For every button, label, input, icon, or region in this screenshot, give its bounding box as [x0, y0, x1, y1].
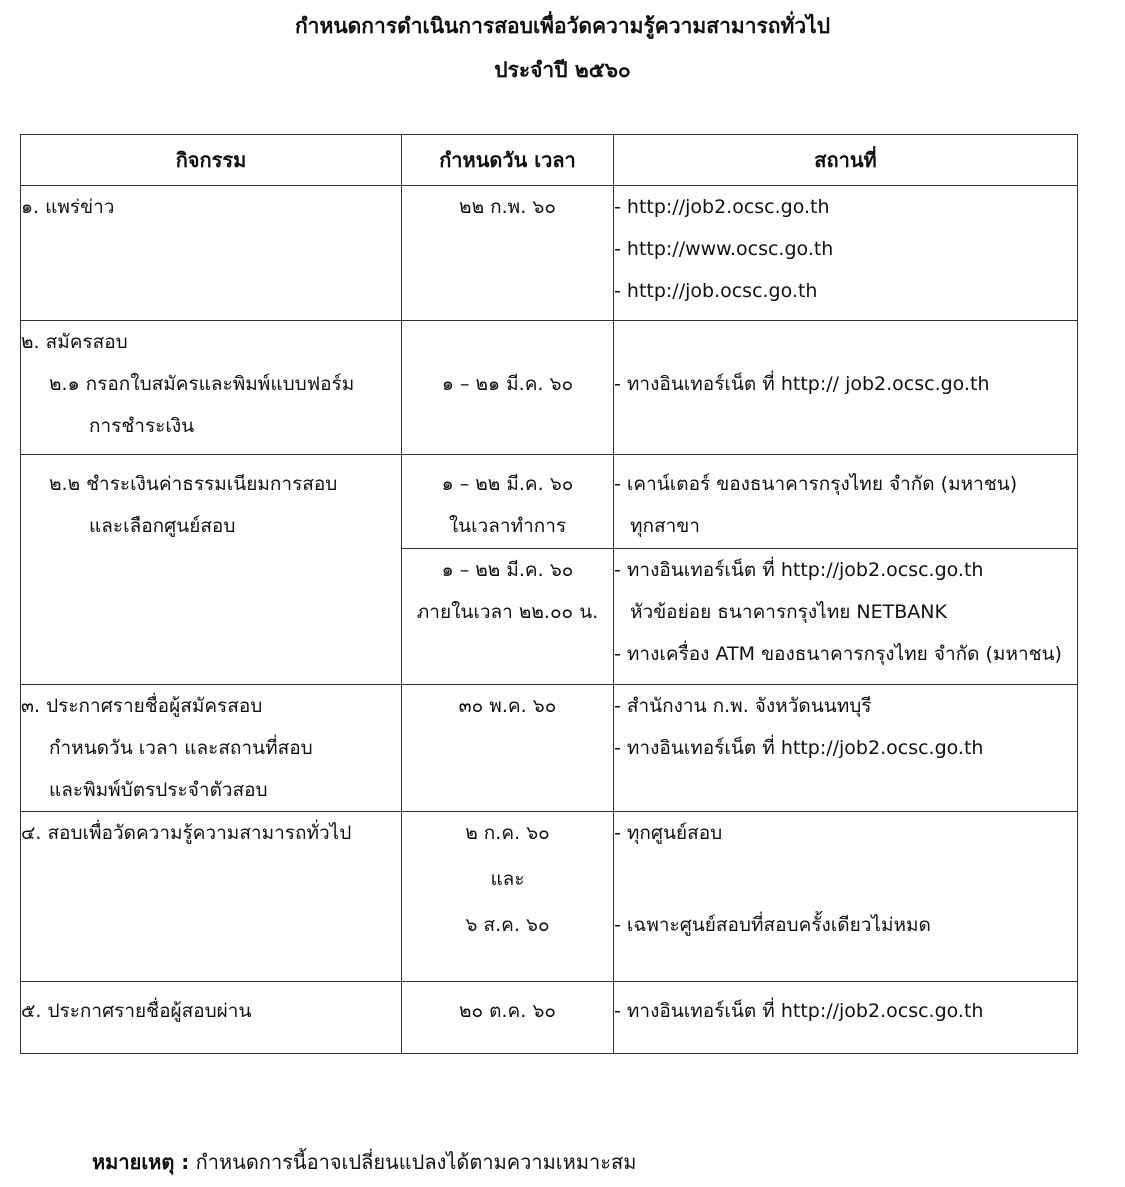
activity-subitem-cont: การชำระเงิน	[89, 415, 195, 437]
place-cell	[614, 321, 1078, 455]
activity-cell	[21, 812, 402, 982]
activity-subitem-cont: และเลือกศูนย์สอบ	[89, 515, 236, 537]
date-text: ๖ ส.ค. ๖๐	[465, 914, 550, 936]
place-text: - เคาน์เตอร์ ของธนาคารกรุงไทย จำกัด (มหาชน)	[614, 473, 1018, 495]
place-text: - ทางเครื่อง ATM ของธนาคารกรุงไทย จำกัด (มหาชน)	[614, 643, 1062, 665]
date-cell	[402, 812, 614, 982]
date-text: ๑ – ๒๒ มี.ค. ๖๐	[441, 559, 574, 581]
activity-cell	[21, 321, 402, 455]
document-subtitle: ประจำปี ๒๕๖๐	[494, 58, 631, 82]
footnote-text: กำหนดการนี้อาจเปลี่ยนแปลงได้ตามความเหมาะสม	[189, 1150, 637, 1174]
date-text: ภายในเวลา ๒๒.๐๐ น.	[416, 601, 599, 623]
table-row	[21, 982, 1078, 1054]
footnote	[92, 1147, 636, 1177]
activity-text: ๔. สอบเพื่อวัดความรู้ความสามารถทั่วไป	[21, 822, 352, 844]
place-text: - ทุกศูนย์สอบ	[614, 822, 723, 844]
date-cell	[402, 549, 614, 685]
activity-subitem: ๒.๑ กรอกใบสมัครและพิมพ์แบบฟอร์ม	[49, 373, 355, 395]
date-cell	[402, 186, 614, 321]
place-text: - ทางอินเทอร์เน็ต ที่ http://job2.ocsc.go.th	[614, 1000, 984, 1022]
place-text: ทุกสาขา	[630, 515, 700, 537]
header-date: กำหนดวัน เวลา	[402, 135, 614, 186]
table-row	[21, 812, 1078, 982]
place-text: หัวข้อย่อย ธนาคารกรุงไทย NETBANK	[630, 601, 947, 623]
activity-text-cont: กำหนดวัน เวลา และสถานที่สอบ	[49, 737, 313, 759]
activity-subitem: ๒.๒ ชำระเงินค่าธรรมเนียมการสอบ	[49, 473, 338, 495]
header-place: สถานที่	[614, 135, 1078, 186]
date-text: ในเวลาทำการ	[448, 515, 567, 537]
place-cell	[614, 549, 1078, 685]
place-link: - http://www.ocsc.go.th	[614, 238, 834, 260]
activity-cell	[21, 685, 402, 812]
place-link: - http://job.ocsc.go.th	[614, 280, 818, 302]
document-title: กำหนดการดำเนินการสอบเพื่อวัดความรู้ความสามารถทั่วไป	[294, 14, 831, 38]
table-header-row	[21, 135, 1078, 186]
activity-text: ๑. แพร่ข่าว	[21, 196, 115, 218]
date-text: ๑ – ๒๒ มี.ค. ๖๐	[441, 473, 574, 495]
date-text: ๒ ก.ค. ๖๐	[465, 822, 550, 844]
header-activity: กิจกรรม	[21, 135, 402, 186]
activity-cell	[21, 982, 402, 1054]
date-cell	[402, 455, 614, 549]
date-text: ๑ – ๒๑ มี.ค. ๖๐	[441, 373, 574, 395]
date-text: ๒๒ ก.พ. ๖๐	[459, 196, 556, 218]
table-row	[21, 321, 1078, 455]
activity-text: ๕. ประกาศรายชื่อผู้สอบผ่าน	[21, 1000, 252, 1022]
activity-text: ๓. ประกาศรายชื่อผู้สมัครสอบ	[21, 695, 263, 717]
date-cell	[402, 321, 614, 455]
date-cell	[402, 982, 614, 1054]
table-row	[21, 455, 1078, 549]
activity-cell	[21, 455, 402, 685]
place-cell	[614, 186, 1078, 321]
date-text: ๒๐ ต.ค. ๖๐	[459, 1000, 556, 1022]
date-text: และ	[490, 868, 525, 890]
activity-text: ๒. สมัครสอบ	[21, 331, 128, 353]
activity-cell	[21, 186, 402, 321]
date-text: ๓๐ พ.ค. ๖๐	[458, 695, 557, 717]
table-row	[21, 186, 1078, 321]
place-link: - http://job2.ocsc.go.th	[614, 196, 830, 218]
place-text: - ทางอินเทอร์เน็ต ที่ http:// job2.ocsc.go.th	[614, 373, 990, 395]
footnote-label: หมายเหตุ :	[92, 1150, 190, 1174]
activity-text-cont: และพิมพ์บัตรประจำตัวสอบ	[49, 779, 268, 801]
place-text: - สำนักงาน ก.พ. จังหวัดนนทบุรี	[614, 695, 872, 717]
place-cell	[614, 455, 1078, 549]
place-text: - เฉพาะศูนย์สอบที่สอบครั้งเดียวไม่หมด	[614, 914, 931, 936]
place-cell	[614, 982, 1078, 1054]
table-row	[21, 685, 1078, 812]
place-text: - ทางอินเทอร์เน็ต ที่ http://job2.ocsc.go.th	[614, 559, 984, 581]
place-cell	[614, 812, 1078, 982]
schedule-table	[20, 134, 1078, 1054]
place-text: - ทางอินเทอร์เน็ต ที่ http://job2.ocsc.go.th	[614, 737, 984, 759]
date-cell	[402, 685, 614, 812]
place-cell	[614, 685, 1078, 812]
